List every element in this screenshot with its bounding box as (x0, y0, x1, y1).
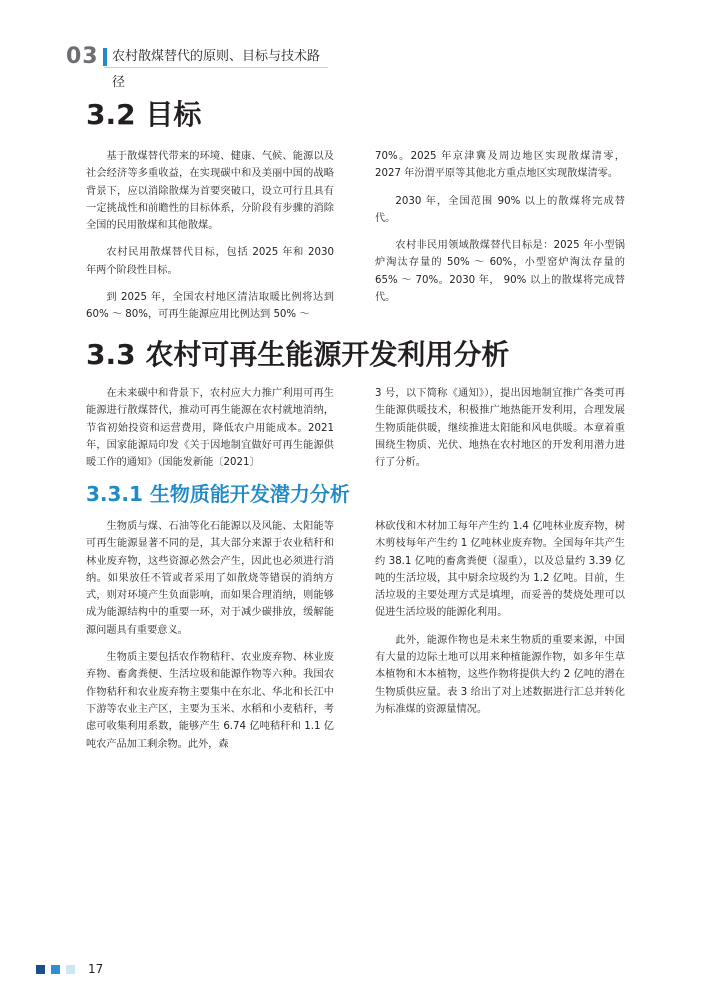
paragraph: 基于散煤替代带来的环境、健康、气候、能源以及社会经济等多重收益，在实现碳中和及美丽中国的战略背景下，应以消除散煤为首要突破口，设立可行且具有一定挑战性和前瞻性的目标体系，分阶段有步骤的消除全国的民用散煤和其他散煤。 (86, 151, 334, 232)
paragraph: 生物质与煤、石油等化石能源以及风能、太阳能等可再生能源显著不同的是，其大部分来源于农业秸秆和林业废弃物，这些资源必然会产生，因此也必须进行消纳。如果放任不管或者采用了如散烧等错误的消纳方式，则对环境产生负面影响，而如果合理消纳，则能够成为能源结构中的重要一环，对于减少碳排放，缓解能源问题具有重要意义。 (86, 521, 334, 636)
section-3-3-1-right-column (375, 518, 625, 718)
paragraph: 生物质主要包括农作物秸秆、农业废弃物、林业废弃物、畜禽粪便、生活垃圾和能源作物等六种。我国农作物秸秆和农业废弃物主要集中在东北、华北和长江中下游等农业主产区，主要为玉米、水稻和小麦秸秆，考虑可收集利用系数，能够产生 6.74 亿吨秸秆和 1.1 亿吨农产品加工剩余物。此外，森 (86, 652, 334, 750)
paragraph: 农村非民用领域散煤替代目标是：2025 年小型锅炉淘汰存量的 50% ～ 60%，小型窑炉淘汰存量的 65% ～ 70%。2030 年， 90% 以上的散煤将完成替代。 (375, 240, 625, 304)
paragraph: 2030 年，全国范围 90% 以上的散煤将完成替代。 (375, 195, 625, 224)
section-3-3-left-column (86, 385, 334, 471)
paragraph: 在未来碳中和背景下，农村应大力推广利用可再生能源进行散煤替代，推动可再生能源在农村就地消纳，节省初始投资和运营费用，降低农户用能成本。2021 年，国家能源局印发《关于因地制宜做好可再生能源供暖工作的通知》（国能发新能〔2021〕 (86, 388, 334, 469)
header-rule (104, 67, 328, 68)
paragraph: 70%。2025 年京津冀及周边地区实现散煤清零，2027 年汾渭平原等其他北方重点地区实现散煤清零。 (375, 151, 625, 180)
chapter-number: 03 (66, 44, 99, 69)
chapter-title: 农村散煤替代的原则、目标与技术路径 (112, 49, 321, 90)
page-number: 17 (88, 962, 104, 976)
footer-square-light (66, 965, 75, 974)
paragraph: 农村民用散煤替代目标，包括 2025 年和 2030 年两个阶段性目标。 (86, 247, 334, 276)
section-3-3-right-column (375, 385, 625, 471)
paragraph: 到 2025 年，全国农村地区清洁取暖比例将达到 60% ～ 80%，可再生能源应用比例达到 50% ～ (86, 292, 334, 321)
paragraph: 3 号，以下简称《通知》），提出因地制宜推广各类可再生能源供暖技术，积极推广地热能开发利用，合理发展生物质能供暖，继续推进太阳能和风电供暖。本章着重围绕生物质、光伏、地热在农村地区的开发利用潜力进行了分析。 (375, 388, 625, 469)
section-3-2-left-column (86, 148, 334, 324)
section-3-3-1-left-column (86, 518, 334, 753)
footer-square-dark (36, 965, 45, 974)
section-heading-3-3: 3.3 农村可再生能源开发利用分析 (86, 338, 510, 371)
paragraph: 此外，能源作物也是未来生物质的重要来源，中国有大量的边际土地可以用来种植能源作物，如多年生草本植物和木本植物，这些作物将提供大约 2 亿吨的潜在生物质供应量。表 3 给出了对上述数据进行汇总并转化为标准煤的资源量情况。 (375, 634, 625, 715)
paragraph: 林砍伐和木材加工每年产生约 1.4 亿吨林业废弃物，树木剪枝每年产生约 1 亿吨林业废弃物。全国每年共产生约 38.1 亿吨的畜禽粪便（湿重），以及总量约 3.39 亿吨的生活垃圾，其中厨余垃圾约为 1.2 亿吨。目前，生活垃圾的主要处理方式是填埋，而妥善的焚烧处理可以促进生活垃圾的能源化利用。 (375, 521, 625, 619)
chapter-accent-bar (103, 48, 107, 66)
footer-square-mid (51, 965, 60, 974)
section-heading-3-2: 3.2 目标 (86, 98, 202, 131)
subsection-heading-3-3-1: 3.3.1 生物质能开发潜力分析 (86, 482, 350, 506)
section-3-2-right-column (375, 148, 625, 306)
